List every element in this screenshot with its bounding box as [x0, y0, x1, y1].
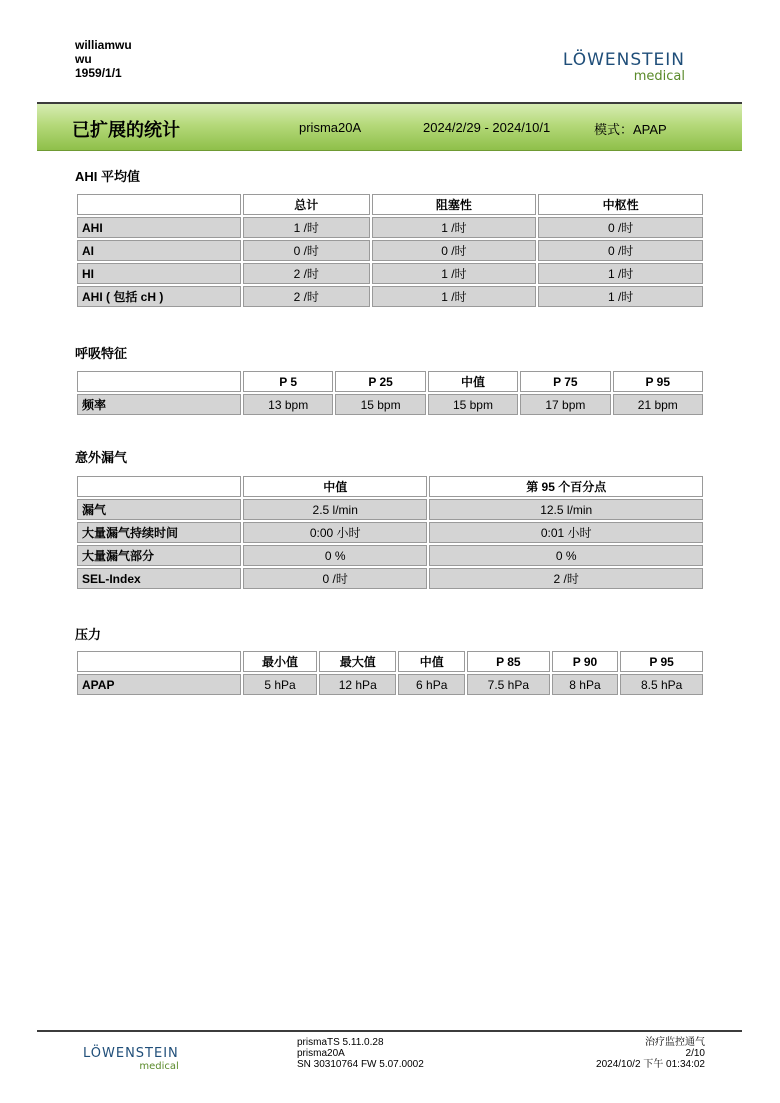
table-cell: 2 /时 [429, 568, 703, 589]
column-header: 总计 [243, 194, 370, 215]
table-cell: 2 /时 [243, 286, 370, 307]
table-cell: 8.5 hPa [620, 674, 703, 695]
column-header: 中枢性 [538, 194, 703, 215]
footer-printed-date: 2024/10/2 下午 01:34:02 [596, 1059, 705, 1070]
row-label: AI [77, 240, 241, 261]
column-header: P 95 [613, 371, 703, 392]
brand-sub: medical [633, 69, 685, 84]
table-row [77, 568, 703, 589]
table-cell: 1 /时 [538, 286, 703, 307]
table-cell: 1 /时 [372, 217, 537, 238]
column-header: 中值 [428, 371, 518, 392]
footer-serial: SN 30310764 FW 5.07.0002 [297, 1059, 424, 1070]
column-header: P 90 [552, 651, 619, 672]
table-row [77, 674, 703, 695]
table-cell: 1 /时 [243, 217, 370, 238]
brand-logo [563, 50, 685, 84]
table-header-row [77, 194, 703, 215]
table-cell: 12.5 l/min [429, 499, 703, 520]
column-header: P 75 [520, 371, 610, 392]
column-header: 最大值 [319, 651, 396, 672]
table-cell: 0 /时 [243, 240, 370, 261]
table-row [77, 545, 703, 566]
date-range: 2024/2/29 - 2024/10/1 [423, 120, 551, 135]
ahi-section-title: AHI 平均值 [75, 169, 141, 184]
table-row [77, 499, 703, 520]
column-header: P 85 [467, 651, 550, 672]
column-header: 第 95 个百分点 [429, 476, 703, 497]
table-cell: 0 /时 [538, 217, 703, 238]
patient-first-name: williamwu [75, 38, 132, 52]
footer-brand-logo [83, 1046, 179, 1072]
table-cell: 1 /时 [372, 263, 537, 284]
report-title: 已扩展的统计 [72, 120, 180, 140]
row-label: APAP [77, 674, 241, 695]
column-header: 中值 [398, 651, 465, 672]
pressure-section-title: 压力 [75, 627, 102, 642]
column-header [77, 371, 241, 392]
table-cell: 1 /时 [538, 263, 703, 284]
column-header: P 5 [243, 371, 333, 392]
row-label: SEL-Index [77, 568, 241, 589]
table-cell: 0 /时 [538, 240, 703, 261]
table-cell: 0:01 小时 [429, 522, 703, 543]
row-label: AHI [77, 217, 241, 238]
footer-device-info [297, 1037, 424, 1070]
table-cell: 0 /时 [372, 240, 537, 261]
patient-birth-date: 1959/1/1 [75, 66, 122, 80]
patient-info [75, 38, 132, 80]
table-cell: 13 bpm [243, 394, 333, 415]
footer-device: prisma20A [297, 1048, 345, 1059]
patient-last-name: wu [75, 52, 92, 66]
table-cell: 0 % [243, 545, 427, 566]
table-header-row [77, 476, 703, 497]
table-cell: 21 bpm [613, 394, 703, 415]
therapy-mode: 模式：APAP [594, 122, 667, 137]
table-header-row [77, 371, 703, 392]
breathing-table [75, 369, 705, 417]
leak-section-title: 意外漏气 [75, 450, 128, 465]
footer-brand-sub: medical [139, 1061, 179, 1072]
column-header: 阻塞性 [372, 194, 537, 215]
column-header [77, 194, 241, 215]
column-header [77, 651, 241, 672]
footer-report-type: 治疗监控通气 [645, 1037, 705, 1048]
table-cell: 6 hPa [398, 674, 465, 695]
table-cell: 2 /时 [243, 263, 370, 284]
breathing-section-title: 呼吸特征 [75, 346, 128, 361]
table-cell: 0:00 小时 [243, 522, 427, 543]
table-row [77, 522, 703, 543]
column-header: P 95 [620, 651, 703, 672]
table-row [77, 217, 703, 238]
pressure-table [75, 649, 705, 697]
table-cell: 15 bpm [335, 394, 425, 415]
row-label: 漏气 [77, 499, 241, 520]
leak-table [75, 474, 705, 591]
column-header: P 25 [335, 371, 425, 392]
footer-page-number: 2/10 [685, 1048, 705, 1059]
table-cell: 8 hPa [552, 674, 619, 695]
column-header: 中值 [243, 476, 427, 497]
footer-divider [37, 1030, 742, 1032]
table-cell: 0 % [429, 545, 703, 566]
table-cell: 1 /时 [372, 286, 537, 307]
row-label: AHI ( 包括 cH ) [77, 286, 241, 307]
table-cell: 0 /时 [243, 568, 427, 589]
brand-name: LÖWENSTEIN [562, 50, 685, 70]
table-row [77, 394, 703, 415]
table-cell: 2.5 l/min [243, 499, 427, 520]
row-label: 频率 [77, 394, 241, 415]
table-cell: 17 bpm [520, 394, 610, 415]
row-label: 大量漏气持续时间 [77, 522, 241, 543]
column-header [77, 476, 241, 497]
row-label: 大量漏气部分 [77, 545, 241, 566]
footer-report-info [596, 1037, 705, 1070]
table-cell: 15 bpm [428, 394, 518, 415]
report-banner [37, 104, 742, 151]
table-cell: 12 hPa [319, 674, 396, 695]
ahi-table [75, 192, 705, 309]
footer-brand-name: LÖWENSTEIN [83, 1046, 179, 1061]
device-name: prisma20A [299, 120, 362, 135]
table-row [77, 240, 703, 261]
table-row [77, 286, 703, 307]
column-header: 最小值 [243, 651, 317, 672]
table-cell: 7.5 hPa [467, 674, 550, 695]
footer-software: prismaTS 5.11.0.28 [297, 1037, 384, 1048]
table-header-row [77, 651, 703, 672]
table-cell: 5 hPa [243, 674, 317, 695]
row-label: HI [77, 263, 241, 284]
table-row [77, 263, 703, 284]
